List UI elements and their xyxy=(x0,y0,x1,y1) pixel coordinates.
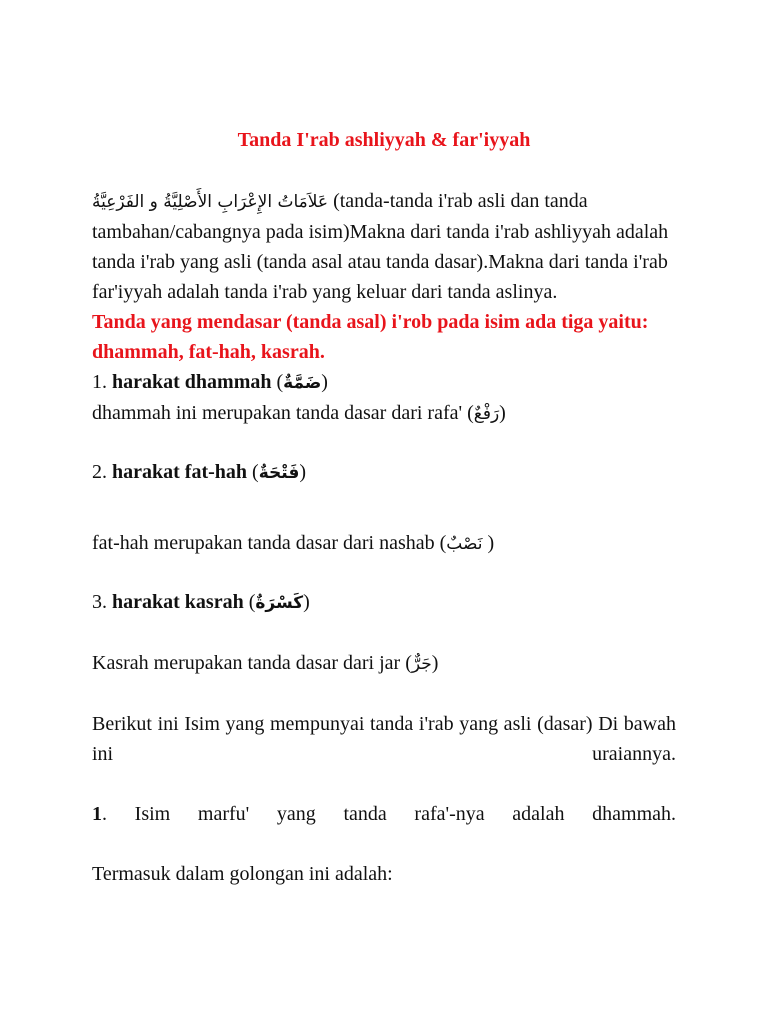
item-2-number: 2 xyxy=(92,461,102,483)
item-1-number: 1 xyxy=(92,371,102,393)
item-1-title: harakat dhammah xyxy=(112,371,272,393)
page-title: Tanda I'rab ashliyyah & far'iyyah xyxy=(237,129,531,151)
intro-paragraph xyxy=(92,186,676,307)
item-1-heading: 1. harakat dhammah (ضَمَّةٌ) xyxy=(92,371,328,393)
marfu-line: 1. Isim marfu' yang tanda rafa'-nya adalah dhammah. xyxy=(92,803,677,825)
following-paragraph: Berikut ini Isim yang mempunyai tanda i'rab yang asli (dasar) Di bawah ini uraiannya. xyxy=(92,713,676,765)
includes-line: Termasuk dalam golongan ini adalah: xyxy=(92,863,393,885)
item-3-number: 3 xyxy=(92,591,102,613)
item-2-arabic: فَتْحَةٌ xyxy=(258,463,300,483)
item-1-description: dhammah ini merupakan tanda dasar dari rafa' (رَفْعٌ) xyxy=(92,402,506,424)
item-2-desc-arabic: نَصْبٌ xyxy=(446,534,483,554)
intro-arabic-term: عَلاَمَاتُ الإِعْرَابِ الأَصْلِيَّةُ و الفَرْعِيَّةُ xyxy=(92,192,329,212)
item-3-heading: 3. harakat kasrah (كَسْرَةٌ) xyxy=(92,591,310,613)
item-3-desc-arabic: جَرٌّ xyxy=(411,654,432,674)
item-2-desc-text: fat-hah merupakan tanda dasar dari nashab xyxy=(92,532,435,554)
item-3-arabic: كَسْرَةٌ xyxy=(255,593,304,613)
marfu-text: Isim marfu' yang tanda rafa'-nya adalah dhammah. xyxy=(134,803,677,825)
item-1-desc-text: dhammah ini merupakan tanda dasar dari rafa' xyxy=(92,402,463,424)
item-2-heading: 2. harakat fat-hah (فَتْحَةٌ) xyxy=(92,461,306,483)
item-2-description: fat-hah merupakan tanda dasar dari nashab (نَصْبٌ ) xyxy=(92,532,495,554)
highlight-paragraph: Tanda yang mendasar (tanda asal) i'rob pada isim ada tiga yaitu: dhammah, fat-hah, kasrah. xyxy=(92,311,649,363)
item-3-title: harakat kasrah xyxy=(112,591,244,613)
item-1-desc-arabic: رَفْعٌ xyxy=(473,404,500,424)
item-1-arabic: ضَمَّةٌ xyxy=(283,373,322,393)
item-3-desc-text: Kasrah merupakan tanda dasar dari jar xyxy=(92,652,401,674)
intro-text: (tanda-tanda i'rab asli dan tanda tambahan/cabangnya pada isim)Makna dari tanda i'rab ashliyyah adalah tanda i'rab yang asli (tanda asal atau tanda dasar).Makna dari tanda i'rab far'iyyah adalah tanda i'rab yang keluar dari tanda aslinya. xyxy=(92,190,669,303)
marfu-number: 1 xyxy=(92,803,102,825)
item-2-title: harakat fat-hah xyxy=(112,461,248,483)
item-3-description: Kasrah merupakan tanda dasar dari jar (جَرٌّ) xyxy=(92,652,439,674)
